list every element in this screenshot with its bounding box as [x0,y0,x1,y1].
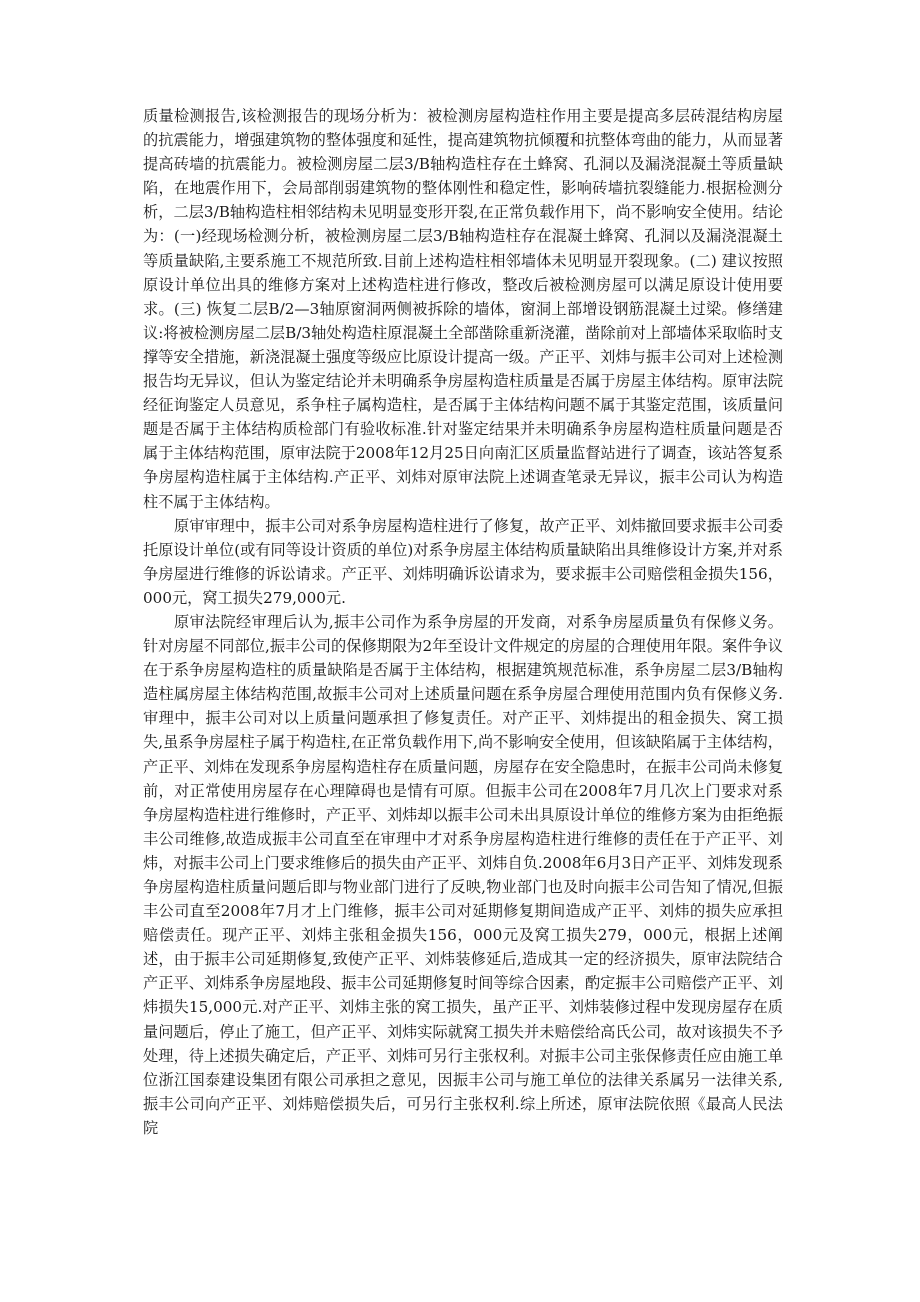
paragraph-1: 质量检测报告,该检测报告的现场分析为：被检测房屋构造柱作用主要是提高多层砖混结构房屋的抗震能力，增强建筑物的整体强度和延性，提高建筑物抗倾覆和抗整体弯曲的能力，从而显著提高砖墙的抗震能力。被检测房屋二层3/B轴构造柱存在土蜂窝、孔洞以及漏浇混凝土等质量缺陷，在地震作用下，会局部削弱建筑物的整体刚性和稳定性，影响砖墙抗裂缝能力.根据检测分析，二层3/B轴构造柱相邻结构未见明显变形开裂,在正常负载作用下，尚不影响安全使用。结论为：(一)经现场检测分析，被检测房屋二层3/B轴构造柱存在混凝土蜂窝、孔洞以及漏浇混凝土等质量缺陷,主要系施工不规范所致.目前上述构造柱相邻墙体未见明显开裂现象。(二) 建议按照原设计单位出具的维修方案对上述构造柱进行修改，整改后被检测房屋可以满足原设计使用要求。(三) 恢复二层B/2—3轴原窗洞两侧被拆除的墙体，窗洞上部增设钢筋混凝土过梁。修缮建议:将被检测房屋二层B/3轴处构造柱原混凝土全部凿除重新浇灌，凿除前对上部墙体采取临时支撑等安全措施，新浇混凝土强度等级应比原设计提高一级。产正平、刘炜与振丰公司对上述检测报告均无异议，但认为鉴定结论并未明确系争房屋构造柱质量是否属于房屋主体结构。原审法院经征询鉴定人员意见，系争柱子属构造柱，是否属于主体结构问题不属于其鉴定范围，该质量问题是否属于主体结构质检部门有验收标准.针对鉴定结果并未明确系争房屋构造柱质量问题是否属于主体结构范围，原审法院于2008年12月25日向南汇区质量监督站进行了调查，该站答复系争房屋构造柱属于主体结构.产正平、刘炜对原审法院上述调查笔录无异议，振丰公司认为构造柱不属于主体结构。 [143,107,783,511]
paragraph-2: 原审审理中，振丰公司对系争房屋构造柱进行了修复，故产正平、刘炜撤回要求振丰公司委托原设计单位(或有同等设计资质的单位)对系争房屋主体结构质量缺陷出具维修设计方案,并对系争房屋进行维修的诉讼请求。产正平、刘炜明确诉讼请求为，要求振丰公司赔偿租金损失156，000元，窝工损失279,000元. [143,516,783,607]
paragraph-3: 原审法院经审理后认为,振丰公司作为系争房屋的开发商，对系争房屋质量负有保修义务。针对房屋不同部位,振丰公司的保修期限为2年至设计文件规定的房屋的合理使用年限。案件争议在于系争房屋构造柱的质量缺陷是否属于主体结构，根据建筑规范标准，系争房屋二层3/B轴构造柱属房屋主体结构范围,故振丰公司对上述质量问题在系争房屋合理使用范围内负有保修义务.审理中，振丰公司对以上质量问题承担了修复责任。对产正平、刘炜提出的租金损失、窝工损失,虽系争房屋柱子属于构造柱,在正常负载作用下,尚不影响安全使用，但该缺陷属于主体结构，产正平、刘炜在发现系争房屋构造柱存在质量问题，房屋存在安全隐患时，在振丰公司尚未修复前，对正常使用房屋存在心理障碍也是情有可原。但振丰公司在2008年7月几次上门要求对系争房屋构造柱进行维修时，产正平、刘炜却以振丰公司未出具原设计单位的维修方案为由拒绝振丰公司维修,故造成振丰公司直至在审理中才对系争房屋构造柱进行维修的责任在于产正平、刘炜，对振丰公司上门要求维修后的损失由产正平、刘炜自负.2008年6月3日产正平、刘炜发现系争房屋构造柱质量问题后即与物业部门进行了反映,物业部门也及时向振丰公司告知了情况,但振丰公司直至2008年7月才上门维修，振丰公司对延期修复期间造成产正平、刘炜的损失应承担赔偿责任。现产正平、刘炜主张租金损失156，000元及窝工损失279，000元，根据上述阐述，由于振丰公司延期修复,致使产正平、刘炜装修延后,造成其一定的经济损失，原审法院结合产正平、刘炜系争房屋地段、振丰公司延期修复时间等综合因素，酌定振丰公司赔偿产正平、刘炜损失15,000元.对产正平、刘炜主张的窝工损失，虽产正平、刘炜装修过程中发现房屋存在质量问题后，停止了施工，但产正平、刘炜实际就窝工损失并未赔偿给高氏公司，故对该损失不予处理，待上述损失确定后，产正平、刘炜可另行主张权利。对振丰公司主张保修责任应由施工单位浙江国泰建设集团有限公司承担之意见，因振丰公司与施工单位的法律关系属另一法律关系,振丰公司向产正平、刘炜赔偿损失后，可另行主张权利.综上所述，原审法院依照《最高人民法院 [143,612,783,1137]
document-body [143,104,783,1140]
